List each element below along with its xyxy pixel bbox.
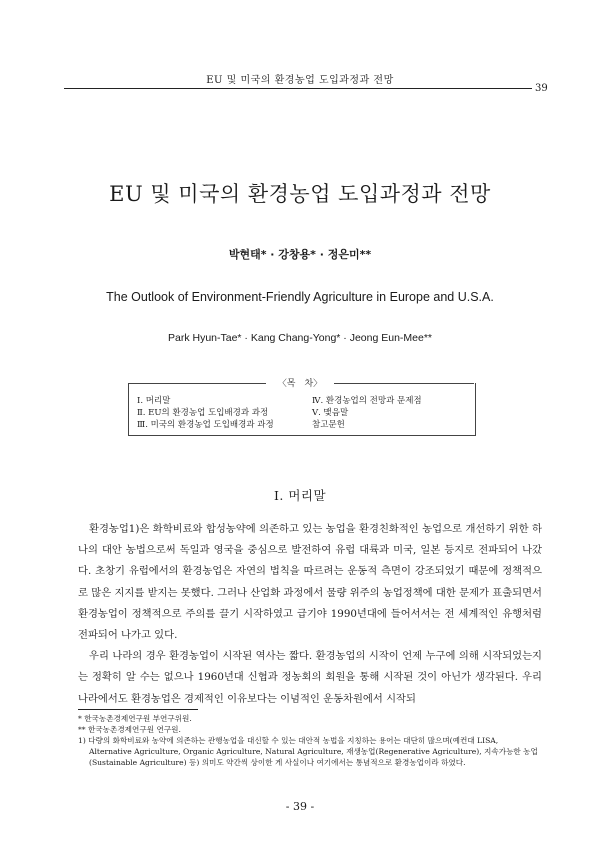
footnote: 1) 다량의 화학비료와 농약에 의존하는 관행농업을 대신할 수 있는 대안적 농법을 지칭하는 용어는 대단히 많으며(예컨대 LISA, Alternative Agriculture, Organic Agriculture, Natural Agriculture, 재생농업(Regenerative Agriculture), 지속가능한 농업(Sustainable Agriculture) 등) 의미도 약간씩 상이한 게 사실이나 여기에서는 통념적으로 환경농업이라 하였다.: [78, 736, 538, 767]
paragraph: 우리 나라의 경우 환경농업이 시작된 역사는 짧다. 환경농업의 시작이 언제 누구에 의해 시작되었는지는 정확히 알 수는 없으나 1960년대 신협과 정농회의 회원을 통해 시작된 것이 아닌가 생각된다. 우리 나라에서도 환경농업은 경제적인 이유보다는 이념적인 운동차원에서 시작되: [78, 650, 542, 705]
footnotes: [78, 713, 542, 768]
toc-border-top-left: [128, 383, 266, 384]
toc-border-top-right: [334, 383, 474, 384]
toc-item: Ⅳ. 환경농업의 전망과 문제점: [312, 396, 422, 406]
paragraph: 환경농업1)은 화학비료와 합성농약에 의존하고 있는 농업을 환경친화적인 농업으로 개선하기 위한 하나의 대안 농법으로써 독일과 영국을 중심으로 발전하여 유럽 대륙과 미국, 일본 등지로 전파되어 나갔다. 초창기 유럽에서의 환경농업은 자연의 법칙을 따르려는 운동적 측면이 강조되었기 때문에 정책적으로 많은 지지를 받지는 못했다. 그러나 산업화 과정에서 물량 위주의 농업정책에 대한 문제가 표출되면서 환경농업이 정책적으로 주의를 끌기 시작하였고 급기야 1990년대에 들어서서는 전 세계적인 유행처럼 전파되어 나가고 있다.: [78, 523, 542, 642]
footnote-rule: [78, 709, 198, 710]
toc-item: Ⅲ. 미국의 환경농업 도입배경과 과정: [137, 420, 274, 430]
header-rule: [64, 88, 532, 89]
footnote: * 한국농촌경제연구원 부연구위원.: [78, 714, 192, 723]
paper-title: EU 및 미국의 환경농업 도입과정과 전망: [109, 182, 491, 206]
body-text: [78, 519, 542, 710]
toc-item: Ⅴ. 맺음말: [312, 408, 349, 418]
toc-item: Ⅱ. EU의 환경농업 도입배경과 과정: [137, 408, 269, 418]
running-head: EU 및 미국의 환경농업 도입과정과 전망: [206, 75, 394, 86]
page-number-bottom: - 39 -: [285, 800, 315, 813]
authors-korean: 박현태* · 강창용* · 정은미**: [228, 248, 372, 261]
toc-item: 참고문헌: [312, 420, 345, 430]
section-heading: Ⅰ. 머리말: [273, 488, 327, 503]
toc-item: Ⅰ. 머리말: [137, 396, 171, 406]
paper-title-english: The Outlook of Environment-Friendly Agriculture in Europe and U.S.A.: [106, 290, 494, 304]
authors-english: Park Hyun-Tae* · Kang Chang-Yong* · Jeong Eun-Mee**: [167, 332, 433, 344]
toc-label: 〈목 차〉: [277, 379, 323, 389]
footnote: ** 한국농촌경제연구원 연구원.: [78, 725, 181, 734]
page-number-top: 39: [535, 83, 548, 94]
toc-left-column: [137, 395, 274, 431]
toc-right-column: [312, 395, 422, 431]
